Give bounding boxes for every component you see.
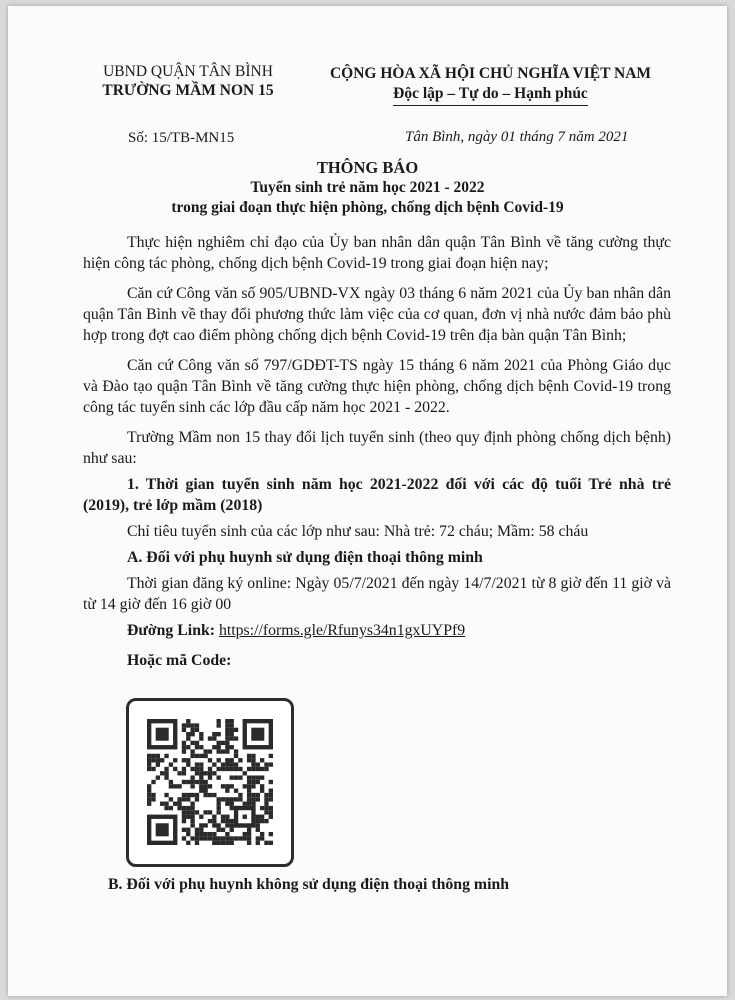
qr-code-frame xyxy=(126,698,294,867)
national-header xyxy=(318,64,663,106)
paragraph-4: Trường Mầm non 15 thay đổi lịch tuyển sinh (theo quy định phòng chống dịch bệnh) như sau: xyxy=(83,429,671,467)
section-a-heading: A. Đối với phụ huynh sử dụng điện thoại thông minh xyxy=(127,549,483,566)
document-body xyxy=(83,232,671,680)
issuing-agency xyxy=(98,62,278,100)
title-sub1: Tuyển sinh trẻ năm học 2021 - 2022 xyxy=(250,179,485,196)
paragraph-2: Căn cứ Công văn số 905/UBND-VX ngày 03 tháng 6 năm 2021 của Ủy ban nhân dân quận Tân Bình về thay đổi phương thức làm việc của cơ quan, đơn vị nhà nước đảm bảo phù hợp trong đợt cao điểm phòng chống dịch bệnh Covid-19 trên địa bàn quận Tân Bình; xyxy=(83,285,671,344)
link-line xyxy=(83,620,671,641)
agency-district: UBND QUẬN TÂN BÌNH xyxy=(103,63,273,80)
paragraph-1: Thực hiện nghiêm chỉ đạo của Ủy ban nhân dân quận Tân Bình về tăng cường thực hiện công tác phòng, chống dịch bệnh Covid-19 trong giai đoạn hiện nay; xyxy=(83,234,671,272)
paragraph-3: Căn cứ Công văn số 797/GDĐT-TS ngày 15 tháng 6 năm 2021 của Phòng Giáo dục và Đào tạo quận Tân Bình về tăng cường thực hiện phòng, chống dịch bệnh Covid-19 trong công tác tuyển sinh các lớp đầu cấp năm học 2021 - 2022. xyxy=(83,357,671,416)
section-1-heading: 1. Thời gian tuyển sinh năm học 2021-2022 đối với các độ tuổi Trẻ nhà trẻ (2019), trẻ lớp mầm (2018) xyxy=(83,476,671,514)
title-sub2: trong giai đoạn thực hiện phòng, chống dịch bệnh Covid-19 xyxy=(171,199,564,216)
place-date: Tân Bình, ngày 01 tháng 7 năm 2021 xyxy=(405,129,629,145)
registration-time: Thời gian đăng ký online: Ngày 05/7/2021 đến ngày 14/7/2021 từ 8 giờ đến 11 giờ và từ 14 giờ đến 16 giờ 00 xyxy=(83,575,671,613)
nation-name: CỘNG HÒA XÃ HỘI CHỦ NGHĨA VIỆT NAM xyxy=(329,65,652,82)
form-link[interactable]: https://forms.gle/Rfunys34n1gxUYPf9 xyxy=(218,622,466,639)
section-b-heading: B. Đối với phụ huynh không sử dụng điện thoại thông minh xyxy=(108,876,510,893)
national-motto: Độc lập – Tự do – Hạnh phúc xyxy=(393,84,588,106)
quota-line: Chỉ tiêu tuyển sinh của các lớp như sau: Nhà trẻ: 72 cháu; Mầm: 58 cháu xyxy=(127,523,589,540)
link-label: Đường Link: xyxy=(127,622,216,639)
document-title xyxy=(60,158,675,218)
title-main: THÔNG BÁO xyxy=(316,158,419,177)
agency-school: TRƯỜNG MẦM NON 15 xyxy=(102,82,274,99)
code-label: Hoặc mã Code: xyxy=(127,652,232,669)
document-number: Số: 15/TB-MN15 xyxy=(128,130,235,146)
qr-code-icon xyxy=(147,719,273,845)
